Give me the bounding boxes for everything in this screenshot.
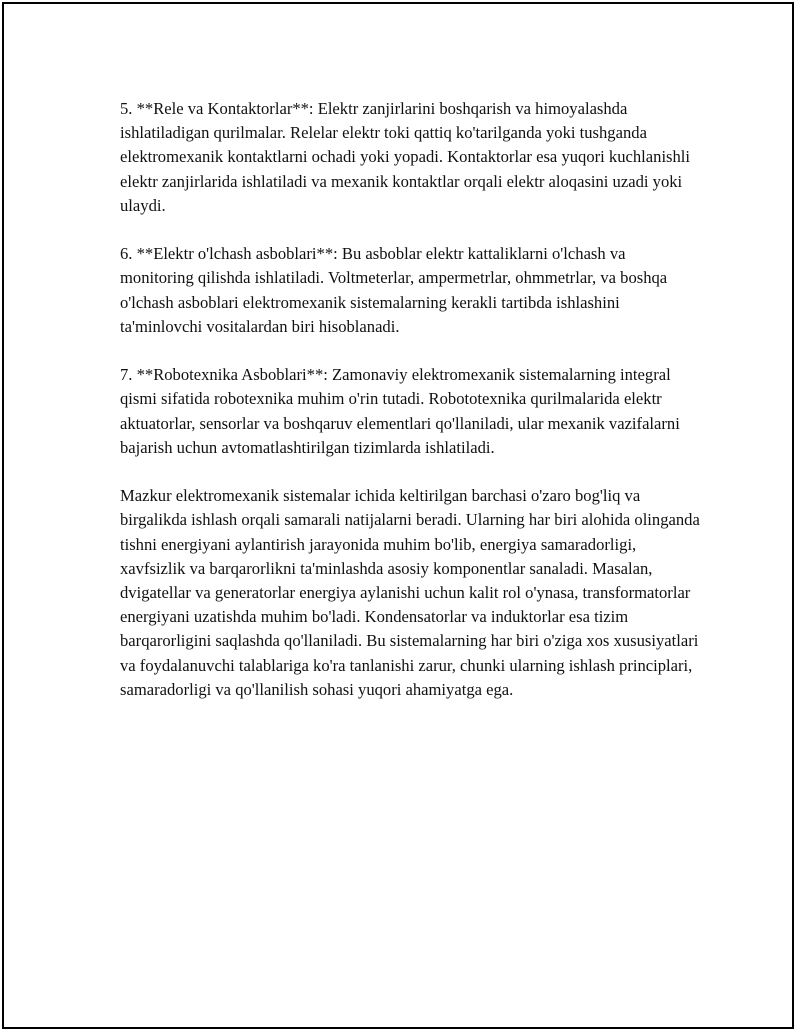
document-body — [120, 97, 700, 702]
paragraph-summary: Mazkur elektromexanik sistemalar ichida keltirilgan barchasi o'zaro bog'liq va birgalikda ishlash orqali samarali natijalarni beradi. Ularning har biri alohida olinganda tishni energiyani aylantirish jarayonida muhim bo'lib, energiya samaradorligi, xavfsizlik va barqarorlikni ta'minlashda asosiy komponentlar sanaladi. Masalan, dvigatellar va generatorlar energiya aylanishi uchun kalit rol o'ynasa, transformatorlar energiyani uzatishda muhim bo'ladi. Kondensatorlar va induktorlar esa tizim barqarorligini saqlashda qo'llaniladi. Bu sistemalarning har biri o'ziga xos xususiyatlari va foydalanuvchi talablariga ko'ra tanlanishi zarur, chunki ularning ishlash principlari, samaradorligi va qo'llanilish sohasi yuqori ahamiyatga ega. — [120, 486, 700, 699]
paragraph-robotexnika-asboblari: 7. **Robotexnika Asboblari**: Zamonaviy elektromexanik sistemalarning integral qismi sifatida robotexnika muhim o'rin tutadi. Robototexnika qurilmalarida elektr aktuatorlar, sensorlar va boshqaruv elementlari qo'llaniladi, ular mexanik vazifalarni bajarish uchun avtomatlashtirilgan tizimlarda ishlatiladi. — [120, 365, 680, 457]
paragraph-rele-kontaktorlar: 5. **Rele va Kontaktorlar**: Elektr zanjirlarini boshqarish va himoyalashda ishlatiladigan qurilmalar. Relelar elektr toki qattiq ko'tarilganda yoki tushganda elektromexanik kontaktlarni ochadi yoki yopadi. Kontaktorlar esa yuqori kuchlanishli elektr zanjirlarida ishlatiladi va mexanik kontaktlar orqali elektr aloqasini uzadi yoki ulaydi. — [120, 99, 691, 215]
page-frame — [2, 2, 794, 1029]
paragraph-elektr-olchash-asboblari: 6. **Elektr o'lchash asboblari**: Bu asboblar elektr kattaliklarni o'lchash va monitoring qilishda ishlatiladi. Voltmeterlar, ampermetrlar, ohmmetrlar, va boshqa o'lchash asboblari elektromexanik sistemalarning kerakli tartibda ishlashini ta'minlovchi vositalardan biri hisoblanadi. — [120, 244, 668, 336]
